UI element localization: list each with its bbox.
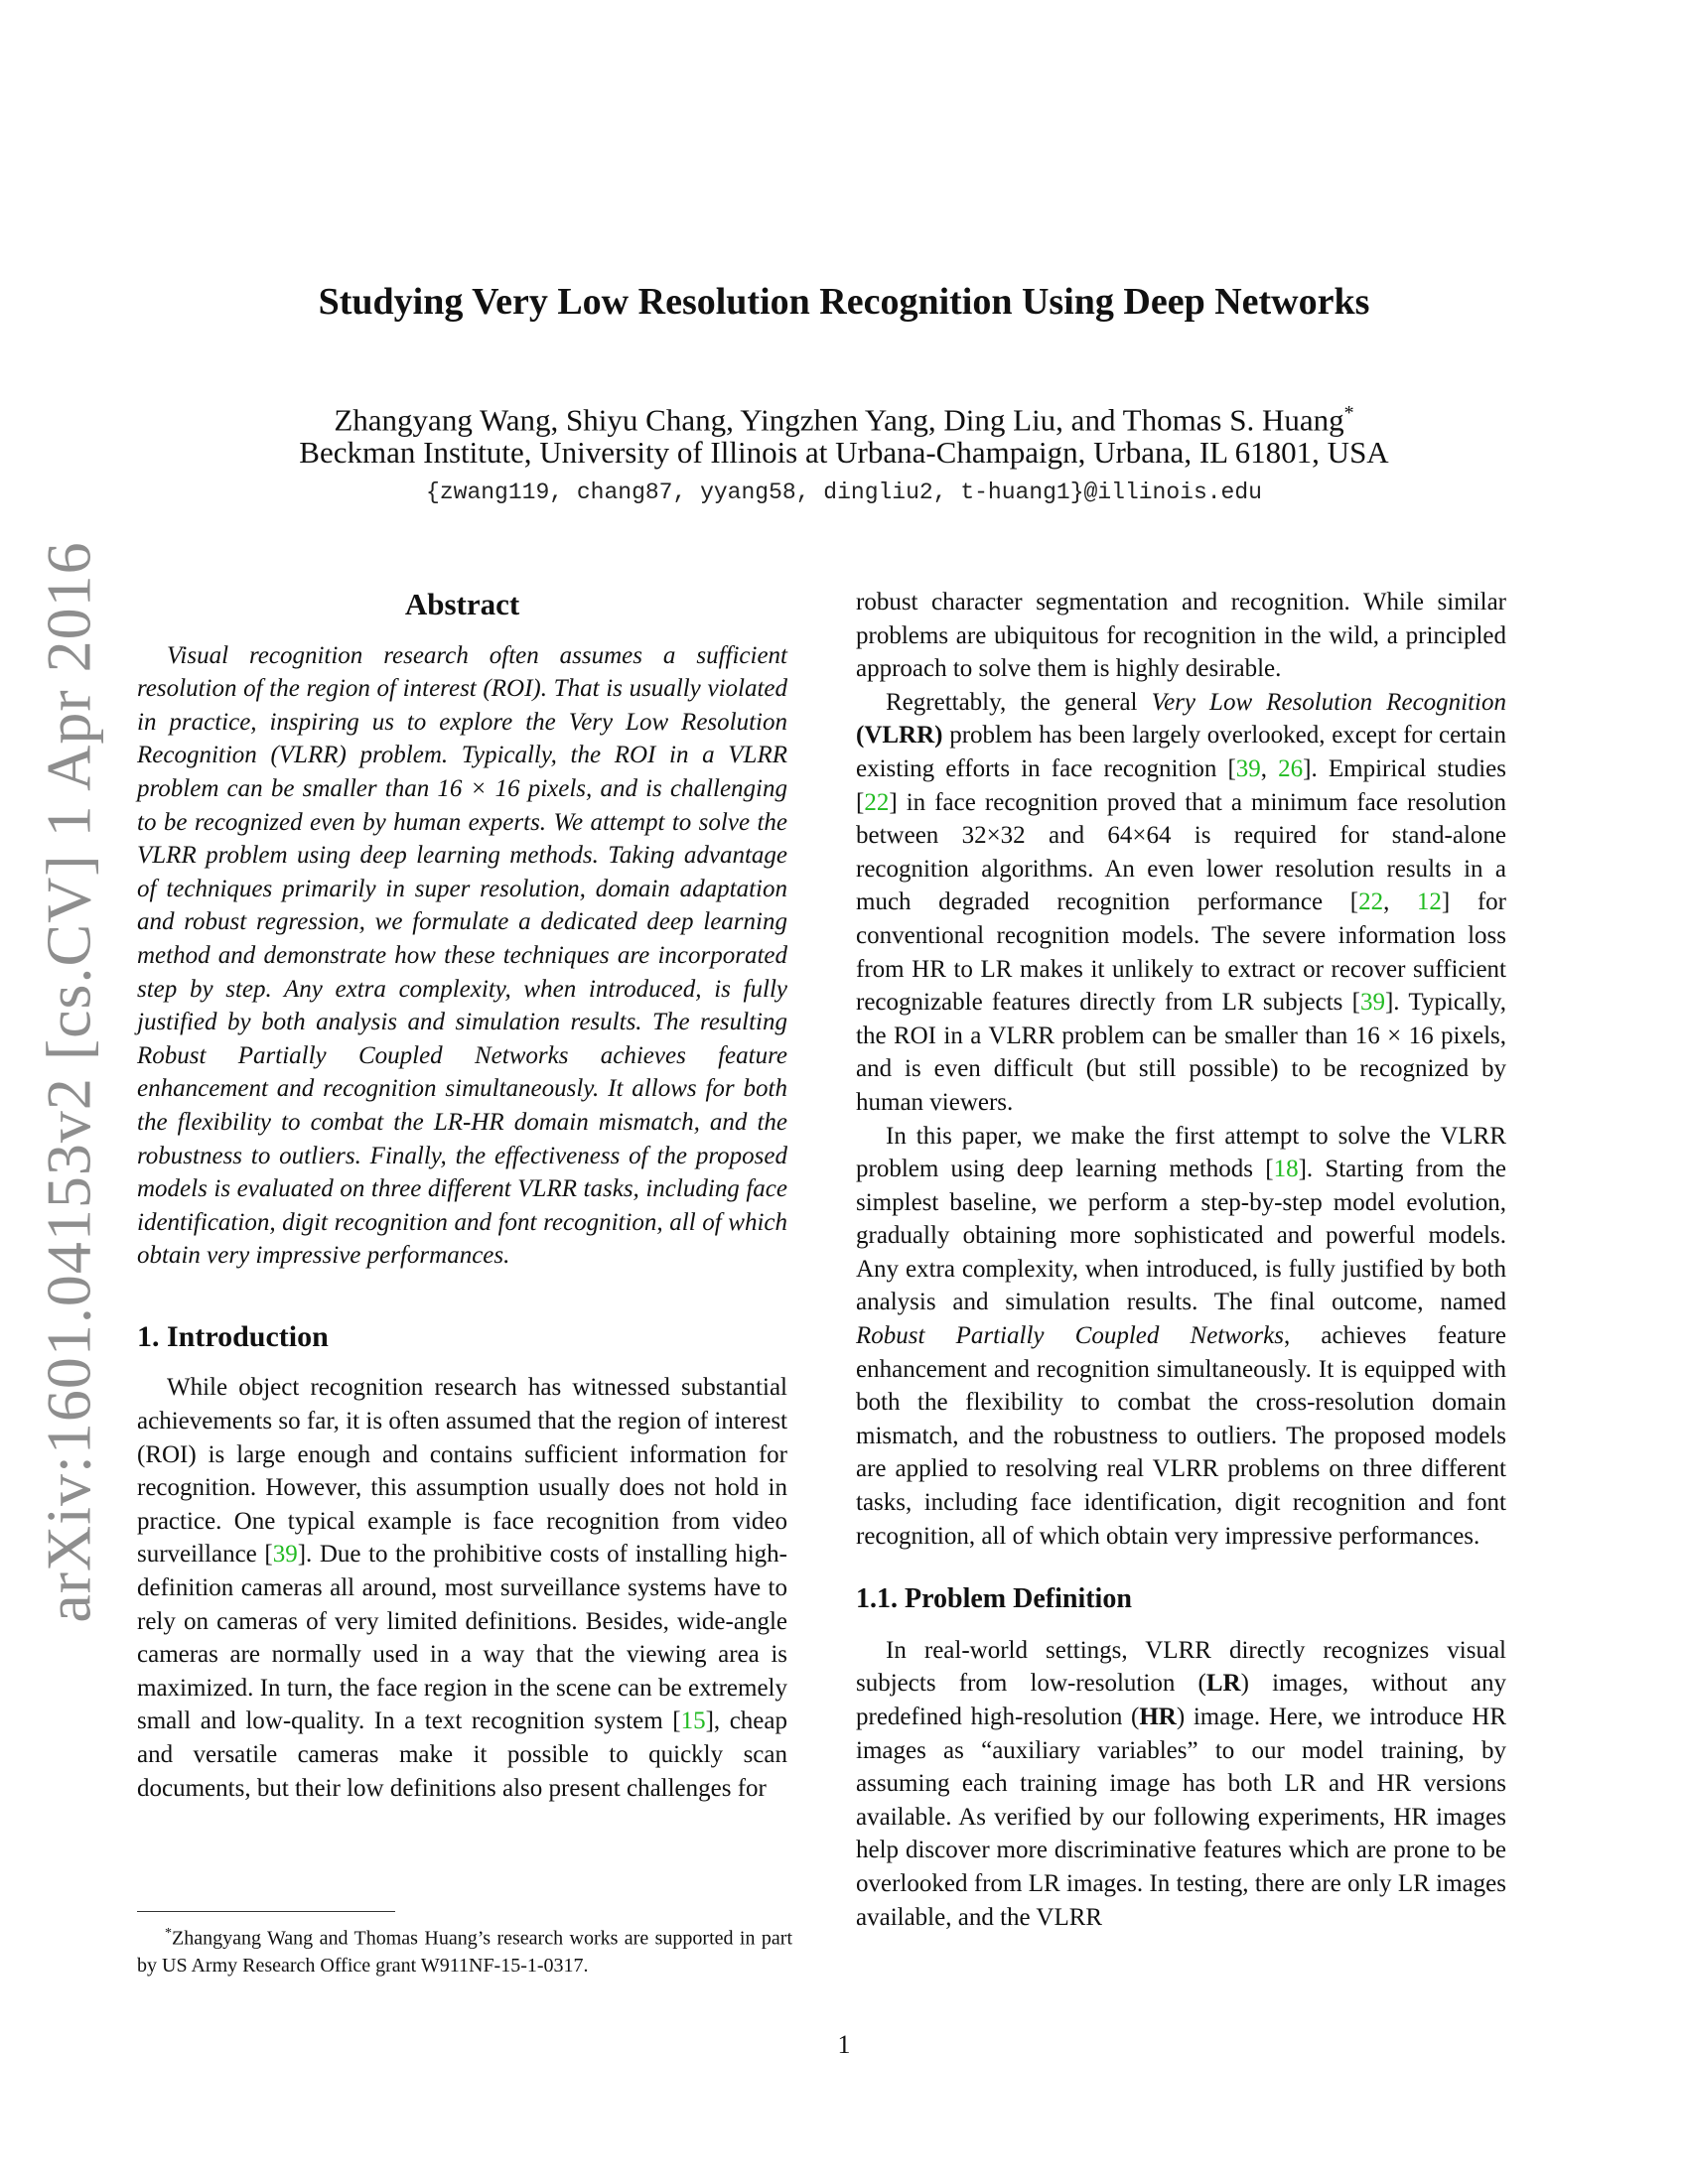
citation-link[interactable]: 22 [864, 788, 890, 816]
page-number: 1 [837, 2030, 851, 2059]
author-footnote-marker: * [1343, 402, 1354, 424]
problem-definition-paragraph [856, 1634, 1506, 1934]
section-heading-problem-definition: 1.1. Problem Definition [856, 1583, 1132, 1615]
footnote-marker: * [165, 1926, 172, 1941]
abstract-text: Visual recognition research often assumes a sufficient resolution of the region of interest (ROI). That is usually violated in practice, inspiring us to explore the Very Low Resolution Recognition (VLRR) problem. Typically, the ROI in a VLRR problem can be smaller than 16 × 16 pixels, and is challenging to be recognized even by human experts. We attempt to solve the VLRR problem using deep learning methods. Taking advantage of techniques primarily in super resolution, domain adaptation and robust regression, we formulate a dedicated deep learning method and demonstrate how these techniques are incorporated step by step. Any extra complexity, when introduced, is fully justified by both analysis and simulation results. The resulting Robust Partially Coupled Networks achieves feature enhancement and recognition simultaneously. It allows for both the flexibility to combat the LR-HR domain mismatch, and the robustness to outliers. Finally, the effectiveness of the proposed models is evaluated on three different VLRR tasks, including face identification, digit recognition and font recognition, all of which obtain very impressive performances. [137, 641, 787, 1270]
intro-continuation: robust character segmentation and recognition. While similar problems are ubiquitous for recognition in the wild, a principled approach to solve them is highly desirable. [856, 589, 1506, 683]
intro-p3-text-a: In this paper, we make the first attempt to solve the VLRR problem using deep learning methods [ [856, 1122, 1506, 1183]
intro-p3-text-b: ]. Starting from the simplest baseline, we perform a step-by-step model evolution, gradually obtaining more sophisticated and powerful models. Any extra complexity, when introduced, is fully justified by both analysis and simulation results. The final outcome, named [856, 1156, 1506, 1316]
pd-text-b: ) images, without any predefined high-resolution ( [856, 1670, 1506, 1730]
abstract-heading: Abstract [404, 587, 520, 621]
arxiv-identifier-stamp [10, 541, 129, 1623]
citation-link[interactable]: 26 [1278, 754, 1304, 782]
arxiv-identifier-text: arXiv:1601.04153v2 [cs.CV] 1 Apr 2016 [34, 541, 104, 1623]
pd-strong-hr: HR [1139, 1704, 1177, 1730]
pd-text-a: In real-world settings, VLRR directly recognizes visual subjects from low-resolution ( [856, 1636, 1506, 1698]
citation-link[interactable]: 22 [1358, 888, 1384, 916]
citation-separator: , [1383, 888, 1417, 916]
intro-p3-text-c: , achieves feature enhancement and recognition simultaneously. It is equipped with both the flexibility to combat the cross-resolution domain mismatch, and the robustness to outliers. The proposed models are applied to resolving real VLRR problems on three different tasks, including face identification, digit recognition and font recognition, all of which obtain very impressive performances. [856, 1322, 1506, 1550]
citation-link[interactable]: 15 [680, 1707, 706, 1735]
citation-link[interactable]: 39 [272, 1541, 298, 1569]
citation-separator: , [1260, 754, 1279, 782]
intro-paragraph-1 [137, 1371, 787, 1805]
footnote-divider [137, 1911, 395, 1912]
intro-p2-text-a: Regrettably, the general [886, 688, 1152, 716]
affiliation: Beckman Institute, University of Illinois at Urbana-Champaign, Urbana, IL 61801, USA [299, 435, 1389, 470]
intro-p3-emphasis: Robust Partially Coupled Networks [856, 1322, 1284, 1350]
intro-p2-strong: (VLRR) [856, 722, 943, 750]
intro-p2-text-g: ]. Typically, the ROI in a VLRR problem can be smaller than 16 × 16 pixels, and is even difficult (but still possible) to be recognized by human viewers. [856, 989, 1507, 1116]
section-heading-introduction: 1. Introduction [137, 1319, 329, 1353]
intro-p2-text-d: ]. Empirical studies [ [856, 754, 1507, 816]
left-column [137, 586, 787, 1805]
pd-text-c: ) image. Here, we introduce HR images as “auxiliary variables” to our model training, by assuming each training image has both LR and HR versions available. As verified by our following experiments, HR images help discover more discriminative features which are prone to be overlooked from LR images. In testing, there are only LR images available, and the VLRR [856, 1704, 1506, 1931]
citation-link[interactable]: 12 [1416, 888, 1442, 916]
footnote-text: Zhangyang Wang and Thomas Huang’s research works are supported in part by US Army Research Office grant W911NF-15-1-0317. [137, 1927, 792, 1977]
citation-link[interactable]: 39 [1359, 989, 1385, 1017]
pd-strong-lr: LR [1205, 1670, 1241, 1698]
paper-title: Studying Very Low Resolution Recognition Using Deep Networks [318, 281, 1370, 323]
author-emails: {zwang119, chang87, yyang58, dingliu2, t-huang1}@illinois.edu [426, 479, 1262, 505]
citation-link[interactable]: 18 [1273, 1156, 1299, 1183]
intro-p1-text-c: ], cheap and versatile cameras make it possible to quickly scan documents, but their low definitions also present challenges for [137, 1707, 787, 1802]
intro-paragraph-2 [856, 686, 1506, 1120]
right-column [856, 586, 1506, 1934]
author-names: Zhangyang Wang, Shiyu Chang, Yingzhen Yang, Ding Liu, and Thomas S. Huang [334, 402, 1344, 438]
intro-p2-text-f: ] for conventional recognition models. The severe information loss from HR to LR makes it unlikely to extract or recover sufficient recognizable features directly from LR subjects [ [856, 888, 1506, 1017]
intro-p2-text-c: problem has been largely overlooked, except for certain existing efforts in face recognition [ [856, 722, 1506, 782]
intro-p2-text-e: ] in face recognition proved that a minimum face resolution between 32×32 and 64×64 is required for stand-alone recognition algorithms. An even lower resolution results in a much degraded recognition performance [ [856, 788, 1506, 916]
intro-paragraph-3 [856, 1120, 1506, 1554]
citation-link[interactable]: 39 [1235, 754, 1261, 782]
footnote [137, 1920, 792, 1979]
intro-p2-emphasis: Very Low Resolution Recognition [1151, 688, 1506, 716]
intro-p1-text-b: ]. Due to the prohibitive costs of installing high-definition cameras all around, most surveillance systems have to rely on cameras of very limited definitions. Besides, wide-angle cameras are normally used in a way that the viewing area is maximized. In turn, the face region in the scene can be extremely small and low-quality. In a text recognition system [ [137, 1541, 787, 1735]
intro-p1-text-a: While object recognition research has witnessed substantial achievements so far, it is often assumed that the region of interest (ROI) is large enough and contains sufficient information for recognition. However, this assumption usually does not hold in practice. One typical example is face recognition from video surveillance [ [137, 1374, 787, 1569]
